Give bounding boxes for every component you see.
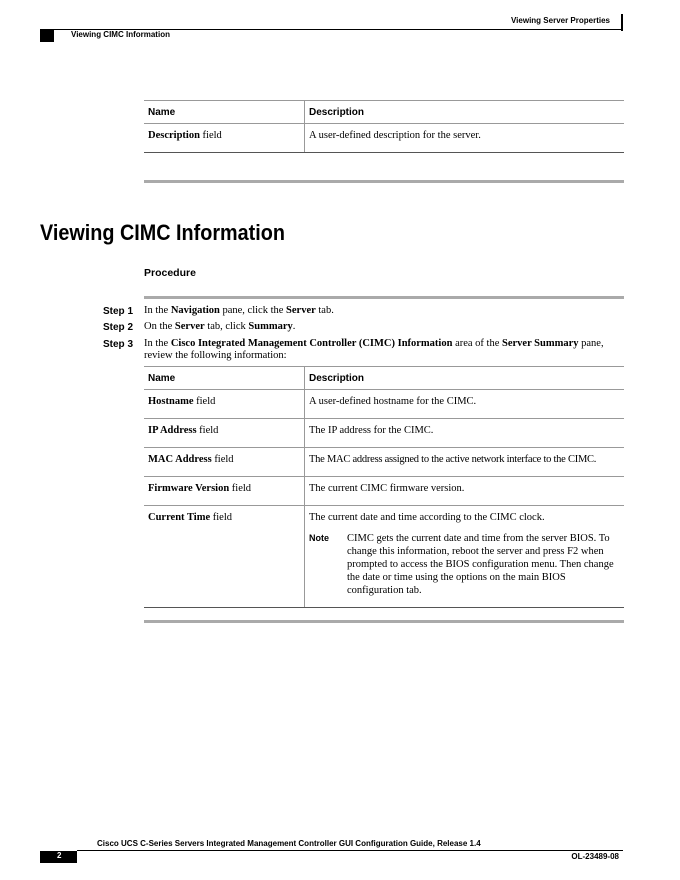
table-row [144,419,624,448]
page-number: 2 [57,851,62,860]
step-label-1: Step 1 [103,306,134,317]
field-description [305,506,625,608]
procedure-separator [144,296,624,299]
step-text-1: In the Navigation pane, click the Server tab. [144,305,334,316]
table-header-row [144,367,624,390]
note [309,532,620,597]
field-name-cell [144,124,305,153]
field-description: The IP address for the CIMC. [305,419,625,448]
table-row [144,506,624,608]
table-row [144,477,624,506]
step-text-2: On the Server tab, click Summary. [144,321,296,332]
cimc-information-table [144,366,624,608]
section-separator [144,180,624,183]
field-name-cell: IP Address field [144,419,305,448]
table-row [144,448,624,477]
table-header-row [144,101,624,124]
column-header-name: Name [144,367,305,390]
field-description: A user-defined description for the server. [305,124,625,153]
field-suffix: field [199,130,222,141]
table-row [144,390,624,419]
column-header-description: Description [305,367,625,390]
step-text-3: In the Cisco Integrated Management Controller (CIMC) Information area of the Server Summary pane, review the following information: [144,338,604,361]
note-text: CIMC gets the current date and time from the server BIOS. To change this information, reboot the server and press F2 when prompted to access the BIOS configuration menu. Then change the date or time using the options on the main BIOS configuration tab. [347,533,614,596]
field-description: A user-defined hostname for the CIMC. [305,390,625,419]
server-properties-table [144,100,624,153]
field-name-cell: MAC Address field [144,448,305,477]
section-end-separator [144,620,624,623]
step-label-3: Step 3 [103,339,134,350]
document-number: OL-23489-08 [571,852,619,861]
note-label: Note [309,533,329,543]
table-row [144,124,624,153]
field-name-cell: Current Time field [144,506,305,608]
current-time-description: The current date and time according to the CIMC clock. [309,512,545,523]
column-header-description: Description [305,101,625,124]
running-header-section: Viewing CIMC Information [71,30,170,39]
header-marker-block [40,30,54,42]
footer-rule [77,850,623,851]
section-heading: Viewing CIMC Information [40,220,285,245]
field-name-cell: Hostname field [144,390,305,419]
field-name: Description [148,130,200,141]
procedure-heading: Procedure [144,267,196,279]
field-description: The MAC address assigned to the active network interface to the CIMC. [305,448,625,477]
field-description: The current CIMC firmware version. [305,477,625,506]
step-label-2: Step 2 [103,322,134,333]
column-header-name: Name [144,101,305,124]
footer-guide-title: Cisco UCS C-Series Servers Integrated Management Controller GUI Configuration Guide, Release 1.4 [97,839,481,848]
field-name-cell: Firmware Version field [144,477,305,506]
running-header-chapter: Viewing Server Properties [510,16,610,25]
